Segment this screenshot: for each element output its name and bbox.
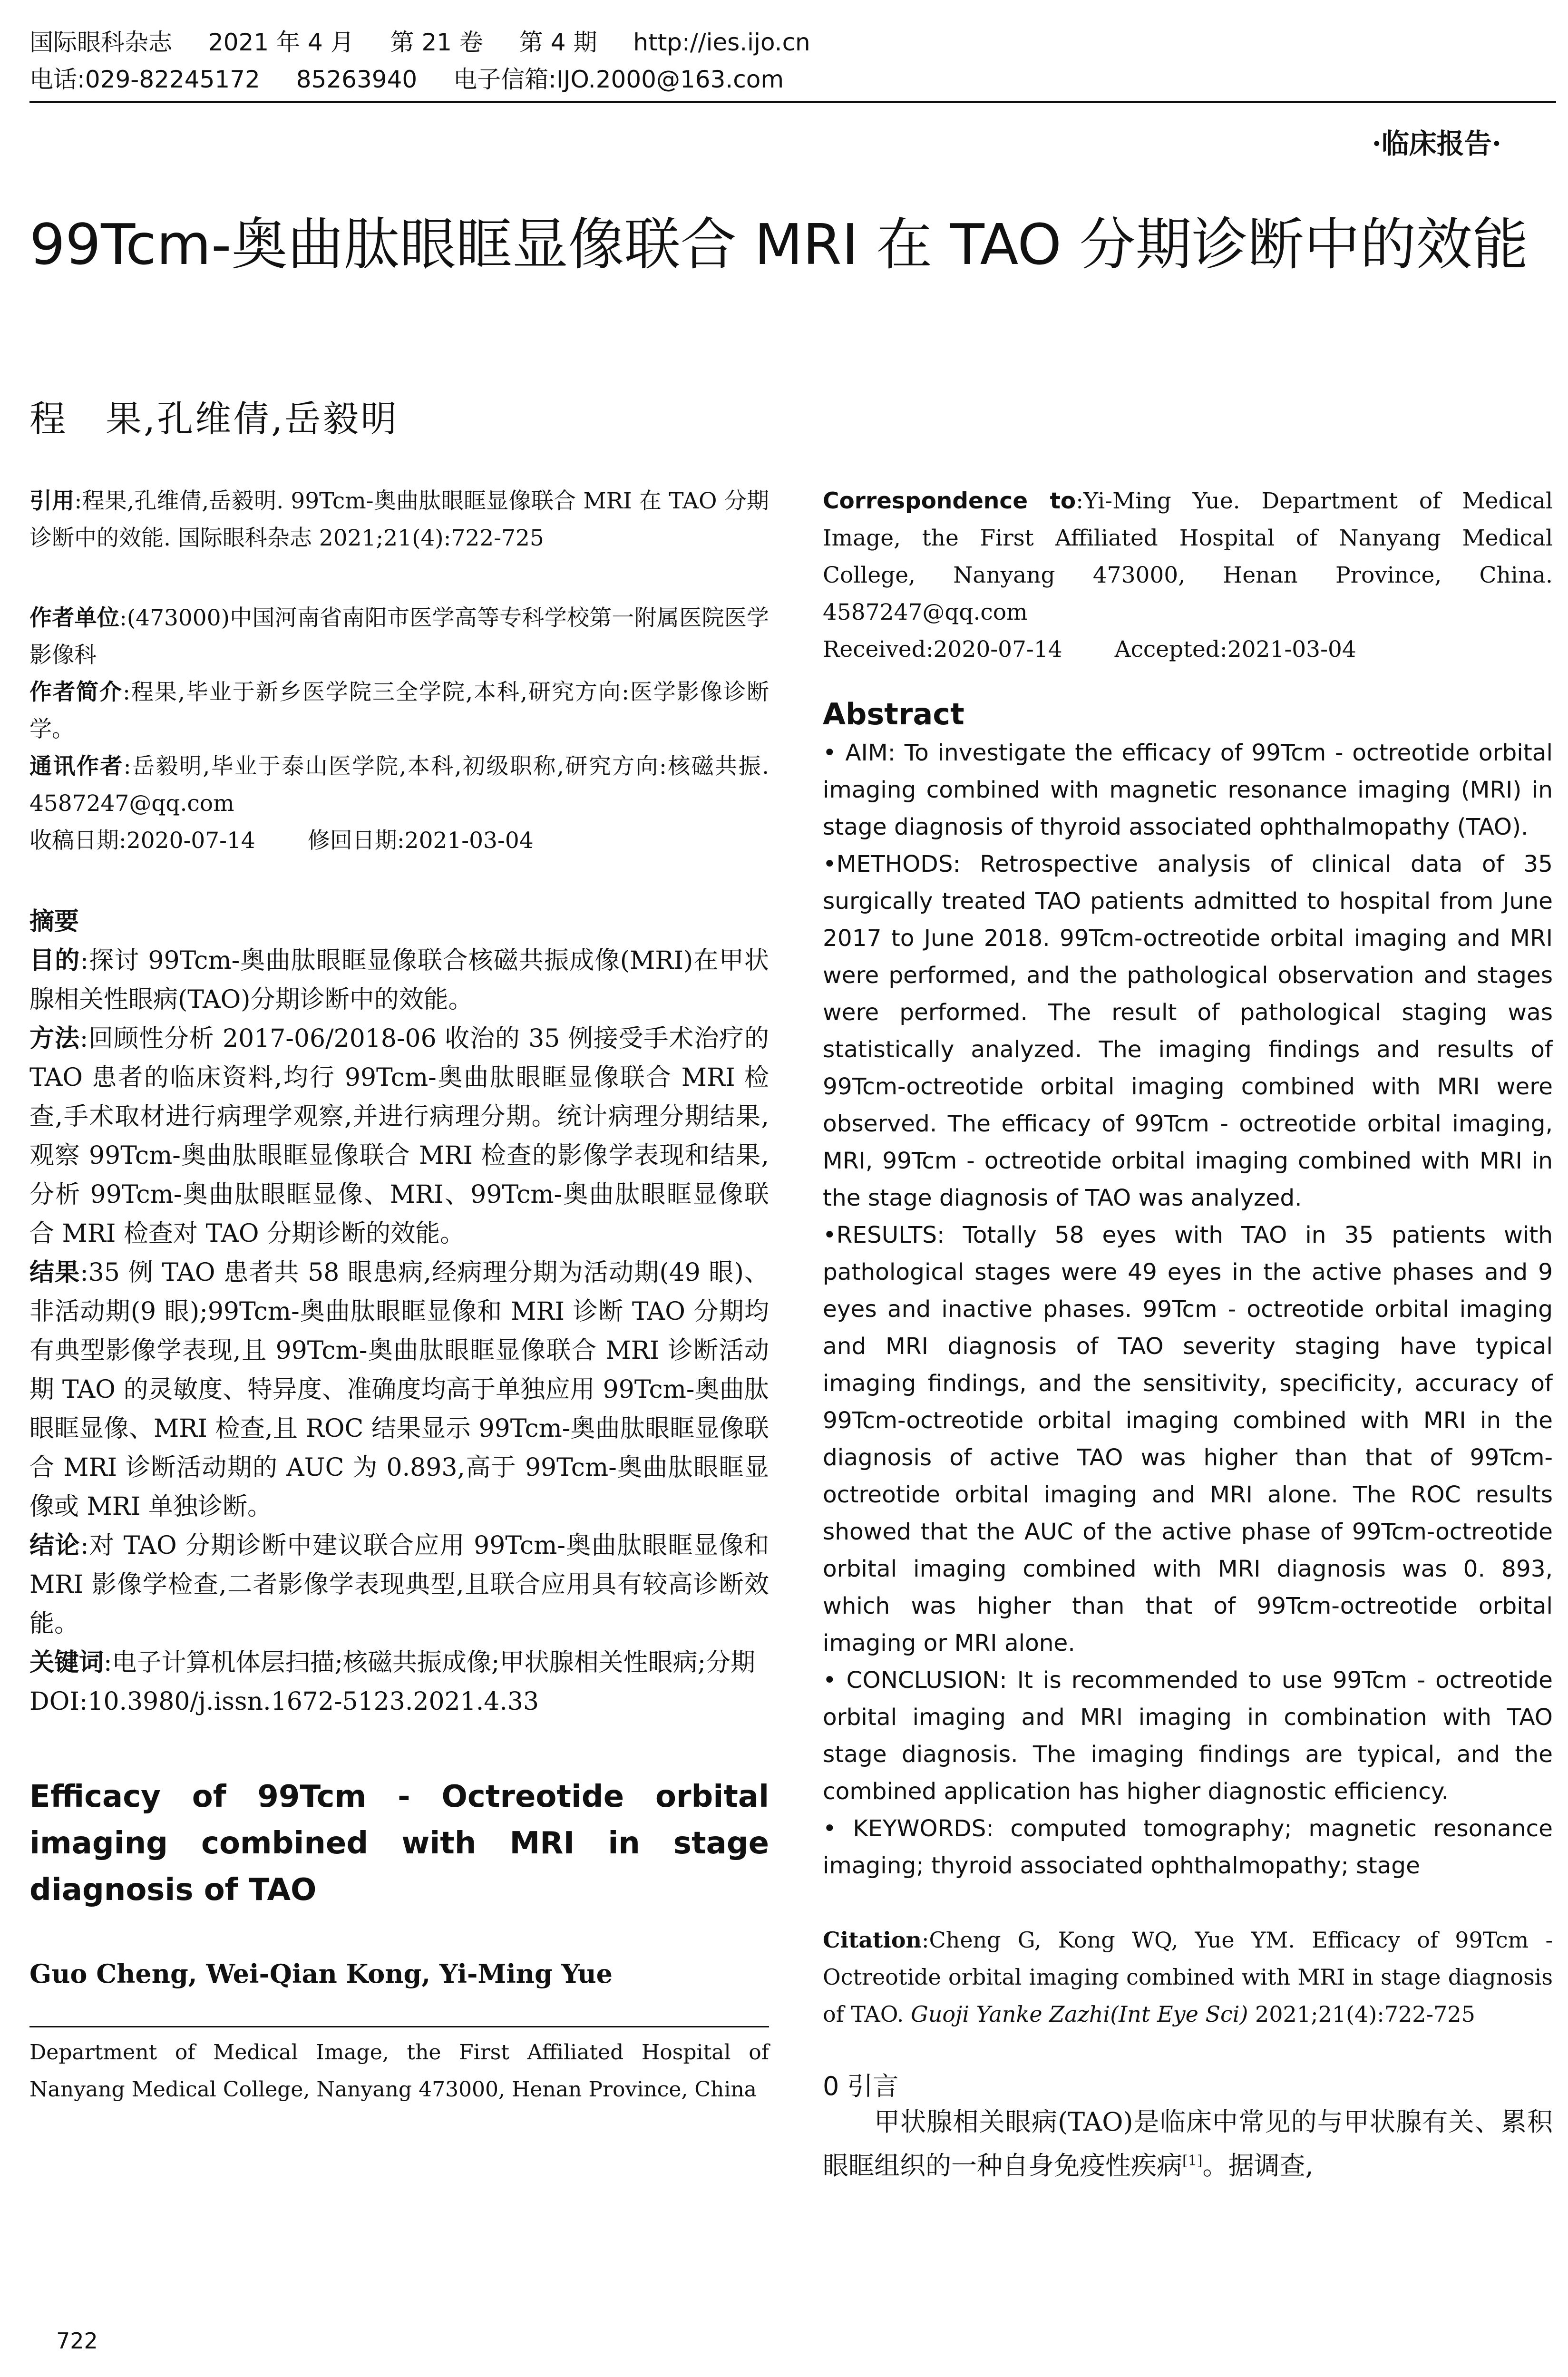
aim-label: 目的	[29, 946, 80, 975]
accepted-date-en: Accepted:2021-03-04	[1114, 636, 1356, 662]
keywords-label: 关键词	[29, 1648, 104, 1677]
corresponding-author	[29, 748, 769, 822]
abstract-en-keywords: • KEYWORDS: computed tomography; magnetic resonance imaging; thyroid associated ophthalmopathy; stage	[823, 1815, 1553, 1879]
article-title-cn: 99Tcm-奥曲肽眼眶显像联合 MRI 在 TAO 分期诊断中的效能	[29, 212, 1529, 277]
received-date-en: Received:2020-07-14	[823, 636, 1062, 662]
journal-header-line-2	[29, 61, 1542, 98]
phone-2: 85263940	[296, 66, 418, 93]
intro-heading: 0 引言	[823, 2071, 899, 2101]
correspondence-en	[823, 483, 1553, 631]
journal-header	[29, 24, 1542, 98]
abstract-cn-keywords	[29, 1643, 769, 1682]
left-column	[29, 483, 769, 2108]
correspondence-text: :Yi-Ming Yue. Department of Medical Image, the First Affiliated Hospital of Nanyang Medical College, Nanyang 473000, Henan Province, China. 4587247@qq.com	[823, 488, 1553, 625]
intro-text-after: 。据调查,	[1202, 2151, 1314, 2181]
citation-en	[823, 1921, 1553, 2033]
author-unit-label: 作者单位	[29, 605, 120, 631]
citation-en-label: Citation	[823, 1927, 922, 1953]
author-intro-text: :程果,毕业于新乡医学院三全学院,本科,研究方向:医学影像诊断学。	[29, 679, 769, 742]
header-rule	[29, 101, 1556, 103]
corresponding-author-label: 通讯作者	[29, 753, 124, 779]
conclusion-label: 结论	[29, 1531, 81, 1560]
phone: 电话:029-82245172	[29, 66, 260, 93]
issue-date: 2021 年 4 月	[208, 29, 354, 56]
journal-header-line-1	[29, 24, 1542, 61]
abstract-cn-aim	[29, 941, 769, 1019]
affiliation-en: Department of Medical Image, the First Affiliated Hospital of Nanyang Medical College, Nanyang 473000, Henan Province, China	[29, 2040, 769, 2102]
doi[interactable]: DOI:10.3980/j.issn.1672-5123.2021.4.33	[29, 1687, 539, 1716]
volume: 第 21 卷	[390, 29, 483, 56]
results-label: 结果	[29, 1258, 80, 1287]
intro-text: 甲状腺相关眼病(TAO)是临床中常见的与甲状腺有关、累积眼眶组织的一种自身免疫性疾病	[823, 2107, 1553, 2181]
author-unit	[29, 600, 769, 674]
abstract-cn-heading	[29, 902, 769, 941]
page-number: 722	[56, 2328, 98, 2354]
corresponding-author-text: :岳毅明,毕业于泰山医学院,本科,初级职称,研究方向:核磁共振. 4587247@qq.com	[29, 753, 769, 817]
column-label: ·临床报告·	[1372, 127, 1501, 160]
email[interactable]: 电子信箱:IJO.2000@163.com	[453, 66, 784, 93]
methods-text: :回顾性分析 2017-06/2018-06 收治的 35 例接受手术治疗的 TAO 患者的临床资料,均行 99Tcm-奥曲肽眼眶显像联合 MRI 检查,手术取材进行病理学观察,并进行病理分期。统计病理分期结果,观察 99Tcm-奥曲肽眼眶显像联合 MRI 检查的影像学表现和结果,分析 99Tcm-奥曲肽眼眶显像、MRI、99Tcm-奥曲肽眼眶显像联合 MRI 检查对 TAO 分期诊断的效能。	[29, 1024, 769, 1248]
journal-name: 国际眼科杂志	[29, 29, 172, 56]
received-date-cn: 收稿日期:2020-07-14	[29, 828, 255, 854]
aim-text: :探讨 99Tcm-奥曲肽眼眶显像联合核磁共振成像(MRI)在甲状腺相关性眼病(TAO)分期诊断中的效能。	[29, 946, 769, 1014]
citation-cn-text: :程果,孔维倩,岳毅明. 99Tcm-奥曲肽眼眶显像联合 MRI 在 TAO 分期诊断中的效能. 国际眼科杂志 2021;21(4):722-725	[29, 488, 769, 551]
citation-cn-label: 引用	[29, 488, 75, 514]
revised-date-cn: 修回日期:2021-03-04	[307, 828, 534, 854]
abstract-cn-heading-text: 摘要	[29, 907, 79, 936]
citation-cn	[29, 483, 769, 557]
abstract-en-heading: Abstract	[823, 697, 964, 731]
right-column	[823, 483, 1553, 2185]
citation-en-journal: Guoji Yanke Zazhi(Int Eye Sci)	[911, 2001, 1248, 2027]
abstract-en-aim: • AIM: To investigate the efficacy of 99Tcm - octreotide orbital imaging combined with magnetic resonance imaging (MRI) in stage diagnosis of thyroid associated ophthalmopathy (TAO).	[823, 740, 1553, 840]
methods-label: 方法	[29, 1024, 80, 1053]
author-intro	[29, 674, 769, 748]
abstract-en-results: •RESULTS: Totally 58 eyes with TAO in 35 patients with pathological stages were 49 eyes in the active phases and 9 eyes and inactive phases. 99Tcm - octreotide orbital imaging and MRI diagnosis of TAO severity staging have typical imaging findings, and the sensitivity, specificity, accuracy of 99Tcm-octreotide orbital imaging combined with MRI in the diagnosis of active TAO was higher than that of 99Tcm-octreotide orbital imaging and MRI alone. The ROC results showed that the AUC of the active phase of 99Tcm-octreotide orbital imaging combined with MRI diagnosis was 0. 893, which was higher than that of 99Tcm-octreotide orbital imaging or MRI alone.	[823, 1222, 1553, 1656]
keywords-text: :电子计算机体层扫描;核磁共振成像;甲状腺相关性眼病;分期	[104, 1648, 756, 1677]
citation-en-text: :Cheng G, Kong WQ, Yue YM. Efficacy of 99Tcm - Octreotide orbital imaging combined with MRI in stage diagnosis of TAO.	[823, 1927, 1553, 2027]
correspondence-label: Correspondence to	[823, 488, 1076, 514]
abstract-cn-conclusion	[29, 1526, 769, 1643]
article-title-en: Efficacy of 99Tcm - Octreotide orbital imaging combined with MRI in stage diagnosis of TAO	[29, 1779, 769, 1908]
results-text: :35 例 TAO 患者共 58 眼患病,经病理分期为活动期(49 眼)、非活动期(9 眼);99Tcm-奥曲肽眼眶显像和 MRI 诊断 TAO 分期均有典型影像学表现,且 99Tcm-奥曲肽眼眶显像联合 MRI 诊断活动期 TAO 的灵敏度、特异度、准确度均高于单独应用 99Tcm-奥曲肽眼眶显像、MRI 检查,且 ROC 结果显示 99Tcm-奥曲肽眼眶显像联合 MRI 诊断活动期的 AUC 为 0.893,高于 99Tcm-奥曲肽眼眶显像或 MRI 单独诊断。	[29, 1258, 769, 1521]
abstract-cn-methods	[29, 1019, 769, 1253]
author-intro-label: 作者简介	[29, 679, 123, 705]
dates-en	[823, 631, 1553, 668]
authors-en: Guo Cheng, Wei-Qian Kong, Yi-Ming Yue	[29, 1958, 613, 1989]
authors-cn: 程 果,孔维倩,岳毅明	[29, 398, 399, 440]
conclusion-text: :对 TAO 分期诊断中建议联合应用 99Tcm-奥曲肽眼眶显像和 MRI 影像学检查,二者影像学表现典型,且联合应用具有较高诊断效能。	[29, 1531, 769, 1638]
dates-cn	[29, 822, 769, 859]
issue: 第 4 期	[519, 29, 597, 56]
intro-reference[interactable]: [1]	[1182, 2153, 1203, 2169]
abstract-en-conclusion: • CONCLUSION: It is recommended to use 99Tcm - octreotide orbital imaging and MRI imaging in combination with TAO stage diagnosis. The imaging findings are typical, and the combined application has higher diagnostic efficiency.	[823, 1667, 1553, 1805]
abstract-cn-results	[29, 1253, 769, 1526]
citation-en-tail: 2021;21(4):722-725	[1248, 2001, 1475, 2027]
abstract-en-methods: •METHODS: Retrospective analysis of clinical data of 35 surgically treated TAO patients admitted to hospital from June 2017 to June 2018. 99Tcm-octreotide orbital imaging and MRI were performed, and the pathological observation and stages were performed. The result of pathological staging was statistically analyzed. The imaging findings and results of 99Tcm-octreotide orbital imaging combined with MRI were observed. The efficacy of 99Tcm - octreotide orbital imaging, MRI, 99Tcm - octreotide orbital imaging combined with MRI in the stage diagnosis of TAO was analyzed.	[823, 851, 1553, 1211]
author-unit-text: :(473000)中国河南省南阳市医学高等专科学校第一附属医院医学影像科	[29, 605, 769, 668]
journal-url[interactable]: http://ies.ijo.cn	[633, 29, 810, 56]
intro-paragraph	[823, 2103, 1553, 2185]
